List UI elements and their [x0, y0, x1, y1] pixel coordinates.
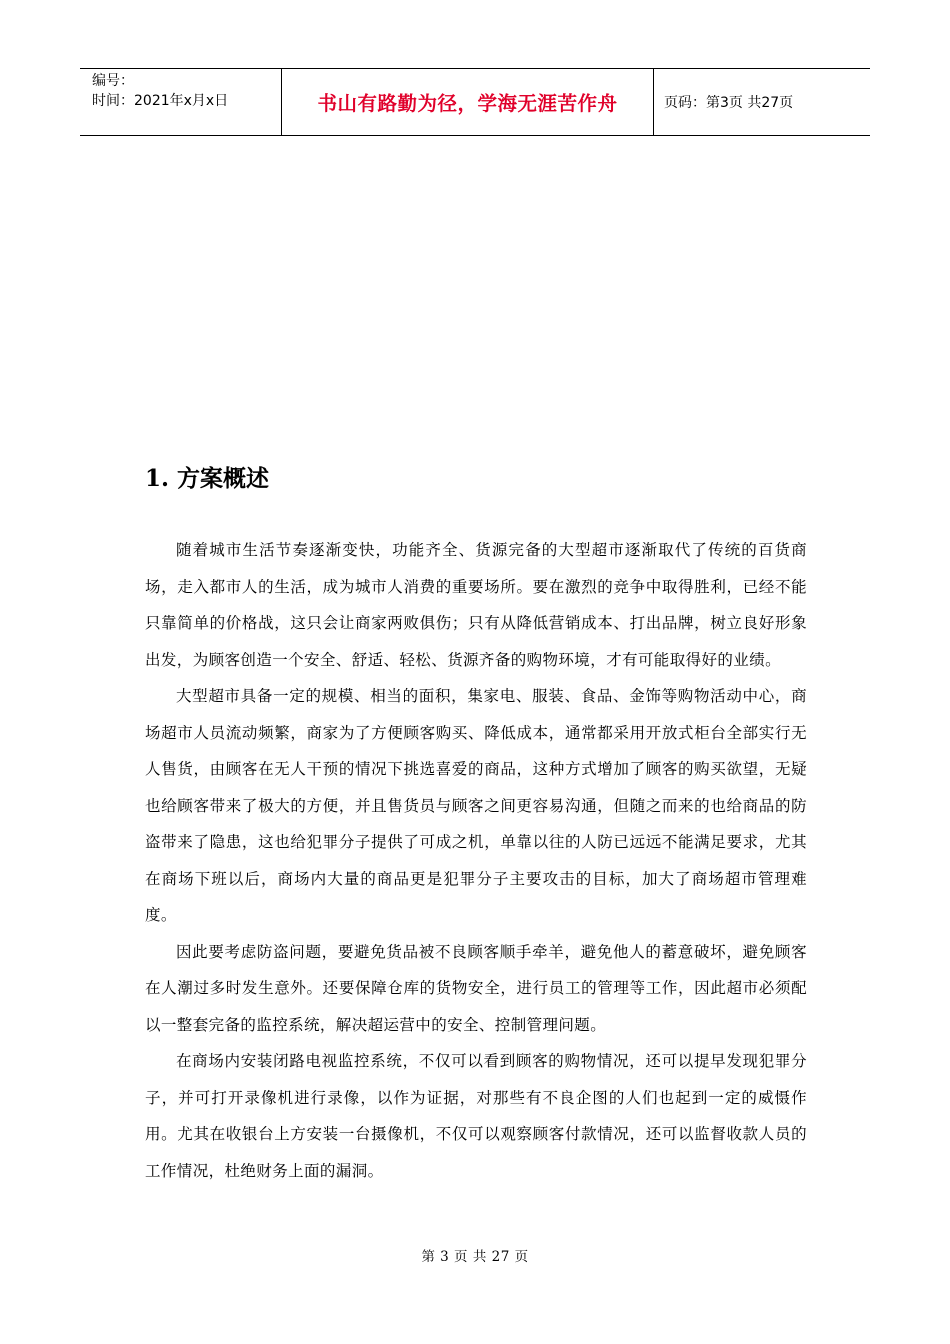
section-title: 1. 方案概述 — [145, 465, 270, 492]
page-header — [80, 68, 870, 136]
paragraph: 因此要考虑防盗问题，要避免货品被不良顾客顺手牵羊，避免他人的蓄意破坏，避免顾客在人潮过多时发生意外。还要保障仓库的货物安全，进行员工的管理等工作，因此超市必须配以一整套完备的监控系统，解决超运营中的安全、控制管理问题。 — [145, 942, 807, 1034]
paragraph: 大型超市具备一定的规模、相当的面积，集家电、服装、食品、金饰等购物活动中心，商场超市人员流动频繁，商家为了方便顾客购买、降低成本，通常都采用开放式柜台全部实行无人售货，由顾客在无人干预的情况下挑选喜爱的商品，这种方式增加了顾客的购买欲望，无疑也给顾客带来了极大的方便，并且售货员与顾客之间更容易沟通，但随之而来的也给商品的防盗带来了隐患，这也给犯罪分子提供了可成之机，单靠以往的人防已远远不能满足要求，尤其在商场下班以后，商场内大量的商品更是犯罪分子主要攻击的目标，加大了商场超市管理难度。 — [145, 687, 807, 924]
document-date-label: 时间：2021年x月x日 — [92, 93, 229, 109]
page-footer: 第 3 页 共 27 页 — [421, 1249, 529, 1265]
header-page-code: 页码：第3页 共27页 — [664, 95, 794, 111]
header-info-cell — [80, 69, 282, 135]
document-number-label: 编号： — [92, 73, 134, 89]
paragraph: 随着城市生活节奏逐渐变快，功能齐全、货源完备的大型超市逐渐取代了传统的百货商场，走入都市人的生活，成为城市人消费的重要场所。要在激烈的竞争中取得胜利，已经不能只靠简单的价格战，这只会让商家两败俱伤；只有从降低营销成本、打出品牌，树立良好形象出发，为顾客创造一个安全、舒适、轻松、货源齐备的购物环境，才有可能取得好的业绩。 — [145, 541, 807, 669]
body-text — [145, 532, 807, 1189]
header-page-code-cell — [654, 69, 870, 135]
paragraph: 在商场内安装闭路电视监控系统，不仅可以看到顾客的购物情况，还可以提早发现犯罪分子，并可打开录像机进行录像，以作为证据，对那些有不良企图的人们也起到一定的威慑作用。尤其在收银台上方安装一台摄像机，不仅可以观察顾客付款情况，还可以监督收款人员的工作情况，杜绝财务上面的漏洞。 — [145, 1052, 807, 1180]
header-motto-cell — [282, 69, 654, 135]
header-motto: 书山有路勤为径，学海无涯苦作舟 — [317, 92, 618, 115]
